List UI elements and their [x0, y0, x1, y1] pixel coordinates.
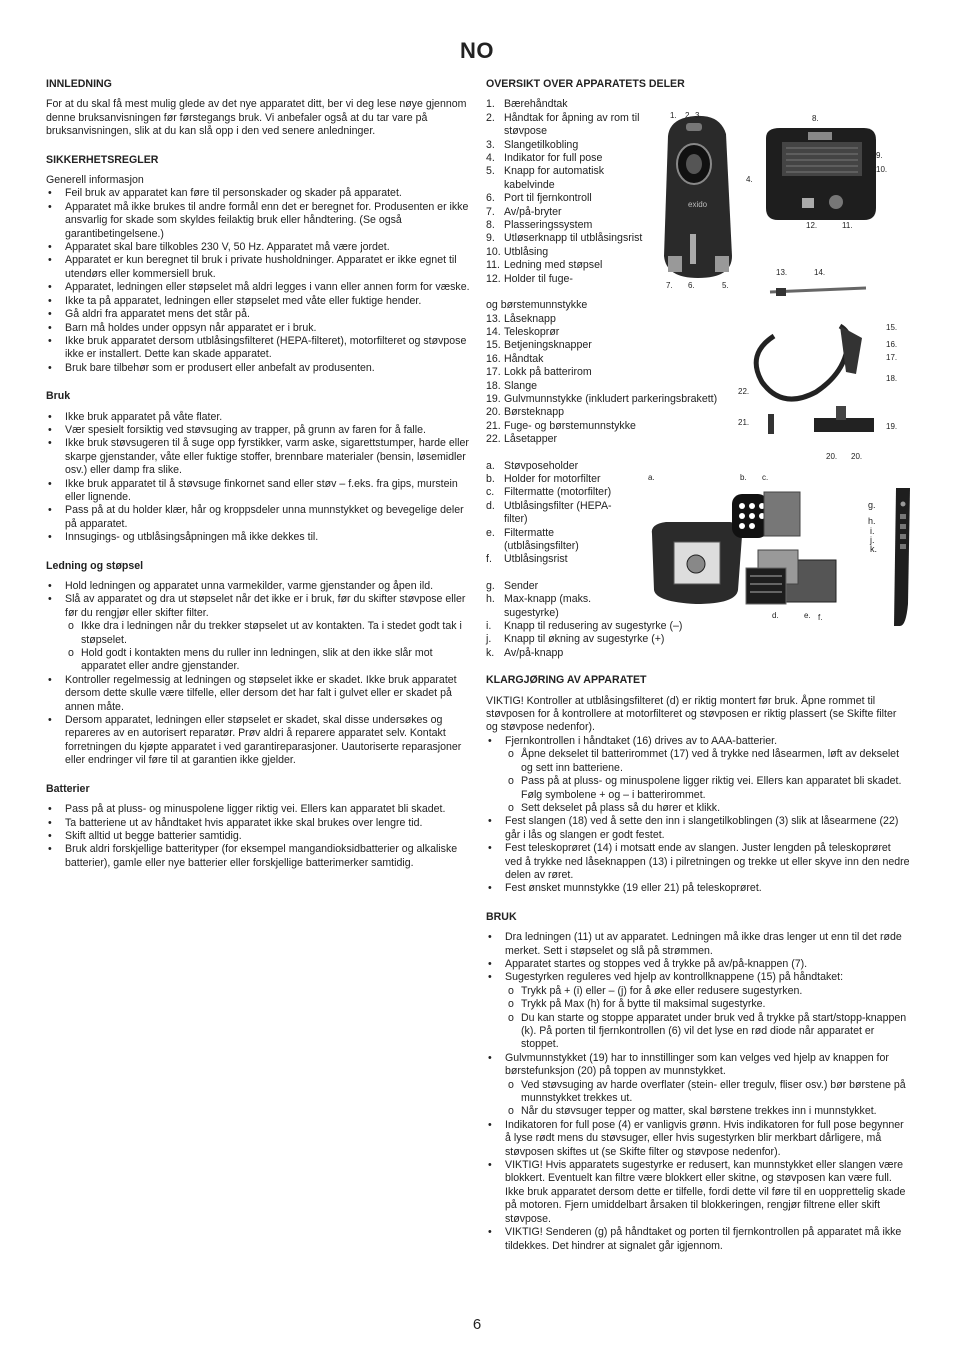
fig-label: 3.: [695, 111, 702, 120]
crevice-nozzle-shape: [768, 414, 774, 434]
fig-label: 18.: [886, 374, 898, 383]
section-batterier: [46, 783, 471, 870]
part-item: k. Av/på-knapp: [486, 646, 564, 659]
fig-label: 20.: [826, 452, 838, 461]
list-item: • Barn må holdes under oppsyn når apparatet er i bruk.: [46, 322, 471, 335]
fig-label: 17.: [886, 353, 898, 362]
sub-item: o Trykk på + (i) eller – (j) for å øke eller redusere sugestyrken.: [505, 985, 910, 998]
klargjoring-list: [486, 735, 910, 896]
part-item: 12. Holder til fuge-: [486, 272, 573, 285]
list-item: • Ikke bruk apparatet til å støvsuge finkornet sand eller støv – f.eks. fra gips, murstein eller lignende.: [46, 478, 471, 505]
part-item: 13. Låseknapp: [486, 312, 556, 325]
fig-label: 13.: [776, 268, 788, 277]
part-item: 16. Håndtak: [486, 352, 544, 365]
sub-item: o Hold godt i kontakten mens du ruller inn ledningen, slik at den ikke slår mot apparatet eller andre gjenstander.: [65, 647, 471, 674]
parts-list-2: [486, 313, 746, 447]
section-bruk-2: [486, 911, 910, 1253]
fig-label: e.: [804, 611, 811, 620]
accessories-figure: [736, 264, 912, 464]
fig-label: h.: [868, 516, 876, 526]
part-item: 9. Utløserknapp til utblåsingsrist: [486, 232, 643, 245]
part-item: 21. Fuge- og børstemunnstykke: [486, 419, 636, 432]
part-item: 22. Låsetapper: [486, 433, 558, 446]
part-item: 20. Børsteknapp: [486, 406, 565, 419]
list-item: • Apparatet skal bare tilkobles 230 V, 50 Hz. Apparatet må være jordet.: [46, 241, 471, 254]
sub-item: o Når du støvsuger tepper og matter, skal børstene trekkes inn i munnstykket.: [505, 1105, 910, 1118]
part-item: d. Utblåsingsfilter (HEPA-filter): [486, 499, 612, 526]
part-item: 18. Slange: [486, 379, 537, 392]
part-item: i. Knapp til redusering av sugestyrke (–): [486, 620, 683, 633]
part-item: c. Filtermatte (motorfilter): [486, 486, 612, 499]
fig-label: 15.: [886, 323, 898, 332]
part-item: 8. Plasseringssystem: [486, 219, 593, 232]
part-item: 17. Lokk på batterirom: [486, 366, 592, 379]
fig-label: g.: [868, 500, 876, 510]
fig-label: 2.: [685, 111, 692, 120]
handle-remote-figure: [866, 484, 916, 630]
list-item: • Ikke bruk apparatet på våte flater.: [46, 411, 471, 424]
list-item: • Dra ledningen (11) ut av apparatet. Ledningen må ikke dras lenger ut enn til det røde merket. Sett i støpselet og slå på strømmen.: [486, 931, 910, 958]
batterier-list: [46, 803, 471, 870]
section-innledning: [46, 78, 471, 139]
bruk2-list: [486, 931, 910, 1253]
list-item: • Indikatoren for full pose (4) er vanligvis grønn. Hvis indikatoren for full pose begynner å lyse rødt mens du støvsuger, eller hvis sugestyrken blir merkbart dårligere, må støvposen skiftes ut (se Skifte filter og støvpose nedenfor).: [486, 1119, 910, 1159]
parts-list-1: [486, 98, 646, 286]
list-item: • Fest slangen (18) ved å sette den inn i slangetilkoblingen (3) slik at låsearmene (22) går i lås og slangen er godt festet.: [486, 815, 910, 842]
list-item: • Sugestyrken reguleres ved hjelp av kontrollknappene (15) på håndtaket: o Trykk på + (i) eller – (j) for å øke eller redusere sugestyrken. o Trykk på Max (h) for å bytte til maksimal sugestyrke. o Du kan starte og stoppe apparatet under bruk ved å trykke på start/stopp-knappen (k). På porten til fjernkontrollen (6) vil det lyse en rød diode når apparatet er stoppet.: [486, 971, 910, 1051]
floor-nozzle-shape: [814, 418, 874, 432]
sub-item: o Ikke dra i ledningen når du trekker støpselet ut av kontakten. Ta i stedet godt tak i støpselet.: [65, 620, 471, 647]
fig-label: a.: [648, 473, 655, 482]
sub-list: [505, 985, 910, 1052]
part-item: 1. Bærehåndtak: [486, 98, 568, 111]
innledning-text: For at du skal få mest mulig glede av det nye apparatet ditt, ber vi deg lese nøye gjennom denne bruksanvisningen før førstegangs bruk. Vi anbefaler også at du tar vare på bruksanvisningen, slik at du kan slå opp i den ved senere anledninger.: [46, 98, 467, 138]
fig-label: 14.: [814, 268, 826, 277]
fig-label: 11.: [842, 221, 853, 230]
part-item: 7. Av/på-bryter: [486, 205, 562, 218]
part-item: 3. Slangetilkobling: [486, 138, 579, 151]
heading-sikkerhet: SIKKERHETSREGLER: [46, 153, 159, 166]
fig-label: j.: [870, 535, 875, 545]
fig-label: 21.: [738, 418, 750, 427]
list-item: • Fjernkontrollen i håndtaket (16) drives av to AAA-batterier. o Åpne dekselet til batterirommet (17) ved å trykke ned låsearmen, løft av dekselet og sett inn batteriene. o Pass på at pluss- og minuspolene ligger riktig vei. Ellers kan apparatet bli skadet. Følg symbolene + og – i batterirommet. o Sett dekselet på plass så du hører et klikk.: [486, 735, 910, 815]
list-item: • Bruk bare tilbehør som er produsert eller anbefalt av produsenten.: [46, 362, 471, 375]
heading-innledning: INNLEDNING: [46, 78, 112, 90]
part-item: 2. Håndtak for åpning av rom til støvpose: [486, 111, 640, 138]
fig-label: 22.: [738, 387, 750, 396]
list-item: • Pass på at pluss- og minuspolene ligger riktig vei. Ellers kan apparatet bli skadet.: [46, 803, 471, 816]
list-item: • Fest teleskoprøret (14) i motsatt ende av slangen. Juster lengden på teleskoprøret ved å trykke ned låseknappen (13) i pilretningen og trekke ut eller skyve inn den nedre delen av røret.: [486, 842, 910, 882]
heading-klargjoring: KLARGJØRING AV APPARATET: [486, 674, 647, 687]
sub-item: o Pass på at pluss- og minuspolene ligger riktig vei. Ellers kan apparatet bli skadet. Følg symbolene + og – i batterirommet.: [505, 775, 910, 802]
fig-label: 5.: [722, 281, 729, 290]
handle-remote-shape: [894, 488, 910, 626]
part-item: 11. Ledning med støpsel: [486, 259, 603, 272]
hose-shape: [756, 326, 849, 399]
fig-label: 16.: [886, 340, 898, 349]
list-item: • Apparatet startes og stoppes ved å trykke på av/på-knappen (7).: [486, 958, 910, 971]
fig-label: 10.: [876, 165, 888, 174]
sub-item: o Sett dekselet på plass så du hører et klikk.: [505, 802, 910, 815]
list-item: • Ikke ta på apparatet, ledningen eller støpselet med våte eller fuktige hender.: [46, 295, 471, 308]
page-language-header: NO: [460, 38, 494, 63]
part-item: g. Sender: [486, 579, 539, 592]
page-number: 6: [472, 1316, 482, 1333]
brand-logo: exido: [688, 200, 708, 209]
sub-list: [505, 1079, 910, 1119]
sub-item: o Du kan starte og stoppe apparatet under bruk ved å trykke på start/stopp-knappen (k). På porten til fjernkontrollen (6) vil det lyse en rød diode når apparatet er stoppet.: [505, 1012, 910, 1052]
fig-label: b.: [740, 473, 747, 482]
list-item-text: Slå av apparatet og dra ut støpselet når det ikke er i bruk, før du skifter støvpose eller før du rengjør eller skifter filter.: [65, 593, 466, 619]
part-item: h. Max-knapp (maks. sugestyrke): [486, 593, 592, 619]
heading-ledning: Ledning og støpsel: [46, 559, 144, 572]
list-item: • Apparatet er kun beregnet til bruk i private husholdninger. Apparatet er ikke egnet til utendørs eller kommersiell bruk.: [46, 254, 471, 281]
fig-label: 6.: [688, 281, 695, 290]
list-item: • Pass på at du holder klær, hår og kroppsdeler unna munnstykket og bevegelige deler på apparatet.: [46, 504, 471, 531]
filters-figure: [646, 472, 858, 624]
sub-item: o Trykk på Max (h) for å bytte til maksimal sugestyrke.: [505, 998, 910, 1011]
list-item: • Bruk aldri forskjellige batterityper (for eksempel mangandioksidbatterier og alkaliske batterier), gamle eller nye batterier eller forskjellige batterimerker samtidig.: [46, 843, 471, 870]
sub-list: [65, 620, 471, 674]
list-item: • Skift alltid ut begge batterier samtidig.: [46, 830, 471, 843]
part-item: 4. Indikator for full pose: [486, 152, 603, 165]
fig-label: c.: [762, 473, 769, 482]
list-item: • Kontroller regelmessig at ledningen og støpselet ikke er skadet. Ikke bruk apparatet dersom dette skulle være tilfelle, eller dersom det har falt i gulvet eller er skadet på annen måte.: [46, 674, 471, 714]
heading-oversikt: OVERSIKT OVER APPARATETS DELER: [486, 78, 685, 90]
heading-bruk: Bruk: [46, 390, 71, 403]
fig-label: 1.: [670, 111, 677, 120]
vacuum-front-shape: [664, 116, 732, 278]
list-item: • Fest ønsket munnstykke (19 eller 21) på teleskoprøret.: [486, 882, 910, 895]
sub-item: o Åpne dekselet til batterirommet (17) ved å trykke ned låsearmen, løft av dekselet og sett inn batteriene.: [505, 748, 910, 775]
section-bruk: [46, 390, 471, 544]
fig-label: 9.: [876, 151, 883, 160]
heading-bruk-2: BRUK: [486, 910, 517, 923]
section-sikkerhet: [46, 154, 471, 376]
list-item: • Innsugings- og utblåsingsåpningen må ikke dekkes til.: [46, 531, 471, 544]
fig-label: k.: [870, 544, 878, 554]
part-item: 19. Gulvmunnstykke (inkludert parkeringsbrakett): [486, 392, 718, 405]
fig-label: 12.: [806, 221, 818, 230]
section-ledning: [46, 560, 471, 768]
letters-list-1: [486, 460, 626, 567]
list-item: • Ikke bruk apparatet dersom utblåsingsfilteret (HEPA-filteret), motorfilteret og støvpose ikke er installert. Dette kan skade apparatet.: [46, 335, 471, 362]
fig-label: d.: [772, 611, 779, 620]
fig-label: f.: [818, 613, 823, 622]
list-item: • VIKTIG! Hvis apparatets sugestyrke er redusert, kan munnstykket eller slangen være blokkert. Eventuelt kan filtre være blokkert eller skitne, og støvposen kan være full. Ikke bruk apparatet dersom dette er tilfelle, fordi dette vil føre til en uopprettelig skade på motoren. Fjern umiddelbart årsaken til blokkeringen, rengjør filtrene eller skift støvpose.: [486, 1159, 910, 1226]
list-item: [46, 593, 471, 673]
part-item: a. Støvposeholder: [486, 459, 579, 472]
part-item: 5. Knapp for automatisk kabelvinde: [486, 165, 605, 191]
fig-label: 20.: [851, 452, 863, 461]
list-item: • Apparatet må ikke brukes til andre formål enn det er beregnet for. Produsenten er ikke ansvarlig for skade som skyldes feilaktig bruk eller håndtering. (Se også garantibetingelsene.): [46, 201, 471, 241]
list-item: • Apparatet, ledningen eller støpselet må aldri legges i vann eller annen form for væske.: [46, 281, 471, 294]
part-item: 14. Teleskoprør: [486, 325, 560, 338]
list-item: • Hold ledningen og apparatet unna varmekilder, varme gjenstander og åpen ild.: [46, 580, 471, 593]
part-item: 6. Port til fjernkontroll: [486, 192, 592, 205]
part-item: f. Utblåsingsrist: [486, 553, 568, 566]
list-item: • Feil bruk av apparatet kan føre til personskader og skader på apparatet.: [46, 187, 471, 200]
list-item: • Ikke bruk støvsugeren til å suge opp fyrstikker, varm aske, sigarettstumper, harde eller skarpe gjenstander, våte eller fuktige stoffer, brennbare materialer (bensin, løsemidler osv.) eller damp fra slike.: [46, 437, 471, 477]
fig-label: 4.: [746, 175, 753, 184]
list-item: • Dersom apparatet, ledningen eller støpselet er skadet, skal disse undersøkes og repareres av en autorisert reparatør. Prøv aldri å reparere apparatet selv. Kontakt forretningen du kjøpte apparatet i ved garantireparasjoner. Uautoriserte reparasjoner eller endringer vil føre til at garantien ikke gjelder.: [46, 714, 471, 768]
sub-list: [505, 748, 910, 815]
fig-label: 7.: [666, 281, 673, 290]
part-item: e. Filtermatte (utblåsingsfilter): [486, 526, 579, 552]
ledning-list: [46, 580, 471, 768]
parts-continuation: og børstemunnstykke: [486, 299, 588, 312]
part-item: j. Knapp til økning av sugestyrke (+): [486, 633, 665, 646]
list-item: • Gå aldri fra apparatet mens det står på.: [46, 308, 471, 321]
bruk-list: [46, 411, 471, 545]
heading-batterier: Batterier: [46, 782, 90, 795]
sikkerhet-subtitle: Generell informasjon: [46, 174, 144, 187]
list-item: • Vær spesielt forsiktig ved støvsuging av trapper, på grunn av faren for å falle.: [46, 424, 471, 437]
sikkerhet-list: [46, 187, 471, 375]
sub-item: o Ved støvsuging av harde overflater (stein- eller tregulv, fliser osv.) bør børstene på munnstykket trekkes ut.: [505, 1079, 910, 1106]
klargjoring-text: VIKTIG! Kontroller at utblåsingsfilteret (d) er riktig montert før bruk. Åpne rommet til støvposen for å kontrollere at motorfilteret og støvposen er riktig plassert (se Skifte filter og støvpose nedenfor).: [486, 694, 897, 734]
fig-label: i.: [870, 526, 875, 536]
fig-label: 8.: [812, 114, 819, 123]
part-item: 15. Betjeningsknapper: [486, 339, 592, 352]
part-item: b. Holder for motorfilter: [486, 472, 601, 485]
part-item: 10. Utblåsing: [486, 245, 549, 258]
section-klargjoring: [486, 674, 910, 896]
list-item: • VIKTIG! Senderen (g) på håndtaket og porten til fjernkontrollen på apparatet må ikke tildekkes. Det hindrer at signalet går igjennom.: [486, 1226, 910, 1253]
fig-label: 19.: [886, 422, 898, 431]
list-item: • Gulvmunnstykket (19) har to innstillinger som kan velges ved hjelp av knappen for børstefunksjon (20) på toppen av munnstykket. o Ved støvsuging av harde overflater (stein- eller tregulv, fliser osv.) bør børstene på munnstykket trekkes ut. o Når du støvsuger tepper og matter, skal børstene trekkes inn i munnstykket.: [486, 1052, 910, 1119]
list-item: • Ta batteriene ut av håndtaket hvis apparatet ikke skal brukes over lengre tid.: [46, 817, 471, 830]
left-column: [46, 78, 471, 885]
